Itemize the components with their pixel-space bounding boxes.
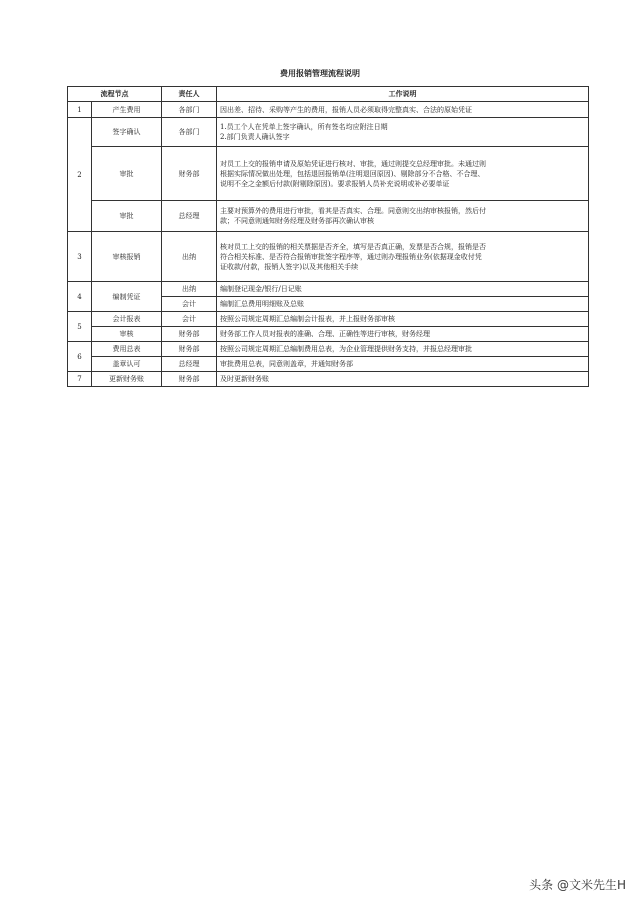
table-row <box>68 357 589 372</box>
description-line: 及时更新财务账 <box>220 375 269 383</box>
owner: 各部门 <box>162 118 217 147</box>
owner: 出纳 <box>162 232 217 282</box>
work-description <box>217 147 589 201</box>
table-row <box>68 372 589 387</box>
step-number: 7 <box>68 372 92 387</box>
table-row <box>68 282 589 297</box>
work-description <box>217 201 589 232</box>
process-node: 编制凭证 <box>92 282 162 312</box>
description-line: 符合相关标准、是否符合报销审批签字程序等，通过则办理报销业务(依据现金收付凭 <box>220 252 482 261</box>
description-line: 对员工上交的报销申请及原始凭证进行核对、审批，通过则提交总经理审批。未通过则 <box>220 159 486 168</box>
work-description <box>217 282 589 297</box>
step-number: 4 <box>68 282 92 312</box>
description-line: 款；不同意则通知财务经理及财务部再次确认审核 <box>220 217 374 225</box>
description-line: 按照公司规定周期汇总编制费用总表，为企业管理提供财务支持，并报总经理审批 <box>220 345 472 353</box>
reimbursement-process-table <box>67 86 589 387</box>
process-node: 审核 <box>92 327 162 342</box>
process-node: 审批 <box>92 201 162 232</box>
header-owner: 责任人 <box>162 87 217 102</box>
owner: 各部门 <box>162 102 217 118</box>
description-line: 因出差、招待、采购等产生的费用，报销人员必须取得完整真实、合法的原始凭证 <box>220 105 472 114</box>
header-node: 流程节点 <box>68 87 162 102</box>
process-node: 费用总表 <box>92 342 162 357</box>
work-description <box>217 327 589 342</box>
work-description <box>217 372 589 387</box>
table-row <box>68 327 589 342</box>
owner: 总经理 <box>162 357 217 372</box>
description-line: 主要对预算外的费用进行审批，看其是否真实、合理。同意则交出纳审核报销，然后付 <box>220 207 486 215</box>
table-row <box>68 312 589 327</box>
description-line: 按照公司规定周期汇总编制会计报表，并上报财务部审核 <box>220 315 395 323</box>
owner: 财务部 <box>162 372 217 387</box>
process-node: 审批 <box>92 147 162 201</box>
process-node: 会计报表 <box>92 312 162 327</box>
owner: 财务部 <box>162 147 217 201</box>
description-line: 审批费用总表，同意则盖章，并通知财务部 <box>220 360 353 368</box>
work-description <box>217 357 589 372</box>
process-node: 更新财务账 <box>92 372 162 387</box>
work-description <box>217 118 589 147</box>
watermark: 头条 @文米先生H <box>529 878 626 892</box>
table-row <box>68 201 589 232</box>
table-row <box>68 118 589 147</box>
owner: 财务部 <box>162 342 217 357</box>
table-row <box>68 342 589 357</box>
description-line: 编制登记现金/银行/日记账 <box>220 285 302 293</box>
owner: 会计 <box>162 312 217 327</box>
description-line: 证收款/付款，报销人签字)以及其他相关手续 <box>220 262 359 271</box>
owner: 会计 <box>162 297 217 312</box>
table-header-row <box>68 87 589 102</box>
owner: 出纳 <box>162 282 217 297</box>
work-description <box>217 342 589 357</box>
process-node: 盖章认可 <box>92 357 162 372</box>
description-line: 2.部门负责人确认签字 <box>220 133 290 141</box>
owner: 财务部 <box>162 327 217 342</box>
table-row <box>68 232 589 282</box>
process-node: 产生费用 <box>92 102 162 118</box>
description-line: 编制汇总费用明细账及总账 <box>220 300 304 308</box>
step-number: 2 <box>68 118 92 232</box>
table-row <box>68 147 589 201</box>
step-number: 1 <box>68 102 92 118</box>
work-description <box>217 232 589 282</box>
step-number: 6 <box>68 342 92 372</box>
step-number: 5 <box>68 312 92 342</box>
step-number: 3 <box>68 232 92 282</box>
description-line: 财务部工作人员对报表的准确、合理、正确性等进行审核，财务经理 <box>220 330 430 338</box>
process-node: 审核报销 <box>92 232 162 282</box>
owner: 总经理 <box>162 201 217 232</box>
header-desc: 工作说明 <box>217 87 589 102</box>
description-line: 说明不全之金额后付款(附剔除原因)。要求报销人员补充说明或补必要单证 <box>220 179 450 188</box>
work-description <box>217 312 589 327</box>
process-node: 签字确认 <box>92 118 162 147</box>
work-description <box>217 297 589 312</box>
description-line: 1.员工个人在凭单上签字确认，所有签名均应附注日期 <box>220 123 388 131</box>
work-description <box>217 102 589 118</box>
document-title: 费用报销管理流程说明 <box>280 68 360 78</box>
description-line: 根据实际情况做出处理，包括退回报销单(注明退回原因)、剔除部分不合格、不合理、 <box>220 169 485 178</box>
description-line: 核对员工上交的报销的相关票据是否齐全，填写是否真正确，发票是否合规，报销是否 <box>220 242 486 251</box>
table-row <box>68 102 589 118</box>
